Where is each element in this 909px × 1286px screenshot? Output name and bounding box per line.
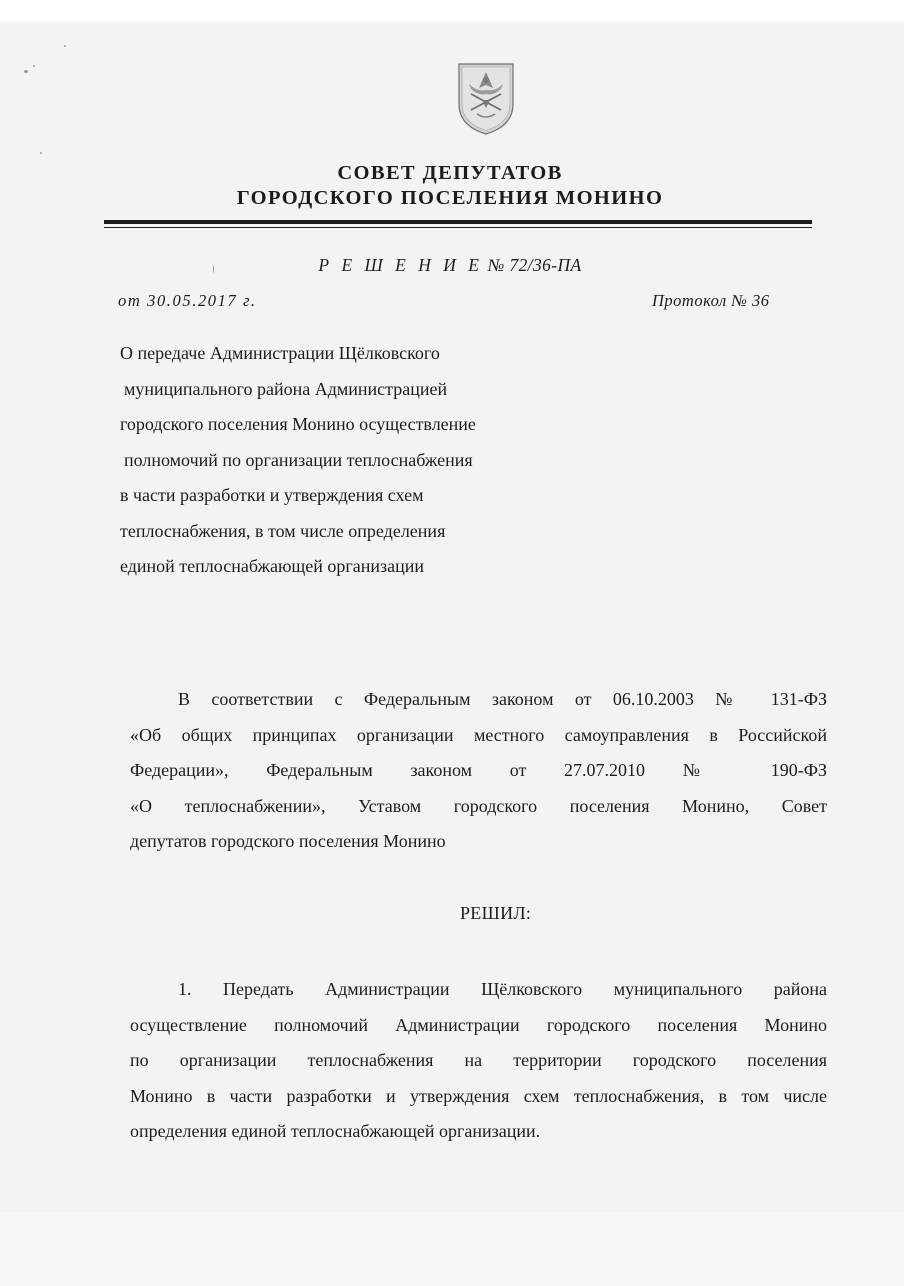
item-1-line: 1. Передать Администрации Щёлковского муниципального района (178, 979, 827, 999)
subject-line: муниципального района Администрацией (124, 378, 448, 399)
council-title-line-1: СОВЕТ ДЕПУТАТОВ (337, 162, 563, 184)
scan-bottom-band (0, 1212, 909, 1286)
subject-line: теплоснабжения, в том числе определения (120, 520, 446, 541)
protocol-number: Протокол № 36 (652, 291, 770, 310)
decision-date: от 30.05.2017 г. (118, 291, 257, 310)
scan-speck (64, 45, 66, 47)
subject-line: полномочий по организации теплоснабжения (124, 449, 473, 470)
item-1-paragraph (130, 972, 827, 1150)
subject-line: в части разработки и утверждения схем (120, 485, 424, 505)
item-1-line: по организации теплоснабжения на территории городского поселения (130, 1050, 827, 1070)
preamble-line: В соответствии с Федеральным законом от 06.10.2003 № 131-ФЗ (178, 689, 827, 709)
item-1-line: определения единой теплоснабжающей организации. (130, 1121, 541, 1141)
item-1-line: осуществление полномочий Администрации городского поселения Монино (130, 1014, 827, 1035)
scan-top-border (0, 0, 909, 22)
preamble-line: «Об общих принципах организации местного самоуправления в Российской (130, 724, 827, 745)
decision-subject (120, 336, 590, 585)
resolved-heading: РЕШИЛ: (460, 903, 532, 923)
scan-speck (33, 65, 35, 67)
decision-heading (200, 255, 700, 276)
subject-line: О передаче Администрации Щёлковского (120, 343, 440, 363)
header-rule-thick (104, 220, 812, 224)
subject-line: городского поселения Монино осуществление (120, 414, 476, 434)
coat-of-arms-emblem (455, 58, 517, 136)
scan-speck (24, 70, 28, 73)
header-rule-thin (104, 227, 812, 228)
preamble-paragraph (130, 682, 827, 860)
decision-number: № 72/36-ПА (487, 255, 582, 275)
item-1-line: Монино в части разработки и утверждения схем теплоснабжения, в том числе (130, 1085, 827, 1106)
preamble-line: Федерации», Федеральным законом от 27.07.2010 № 190-ФЗ (130, 760, 827, 780)
subject-line: единой теплоснабжающей организации (120, 556, 425, 576)
preamble-line: «О теплоснабжении», Уставом городского поселения Монино, Совет (130, 795, 827, 816)
council-title-line-2: ГОРОДСКОГО ПОСЕЛЕНИЯ МОНИНО (236, 187, 664, 209)
preamble-line: депутатов городского поселения Монино (130, 831, 446, 851)
scan-right-border (904, 0, 909, 1286)
scan-speck (40, 152, 42, 154)
decision-label: Р Е Ш Е Н И Е (318, 255, 483, 275)
